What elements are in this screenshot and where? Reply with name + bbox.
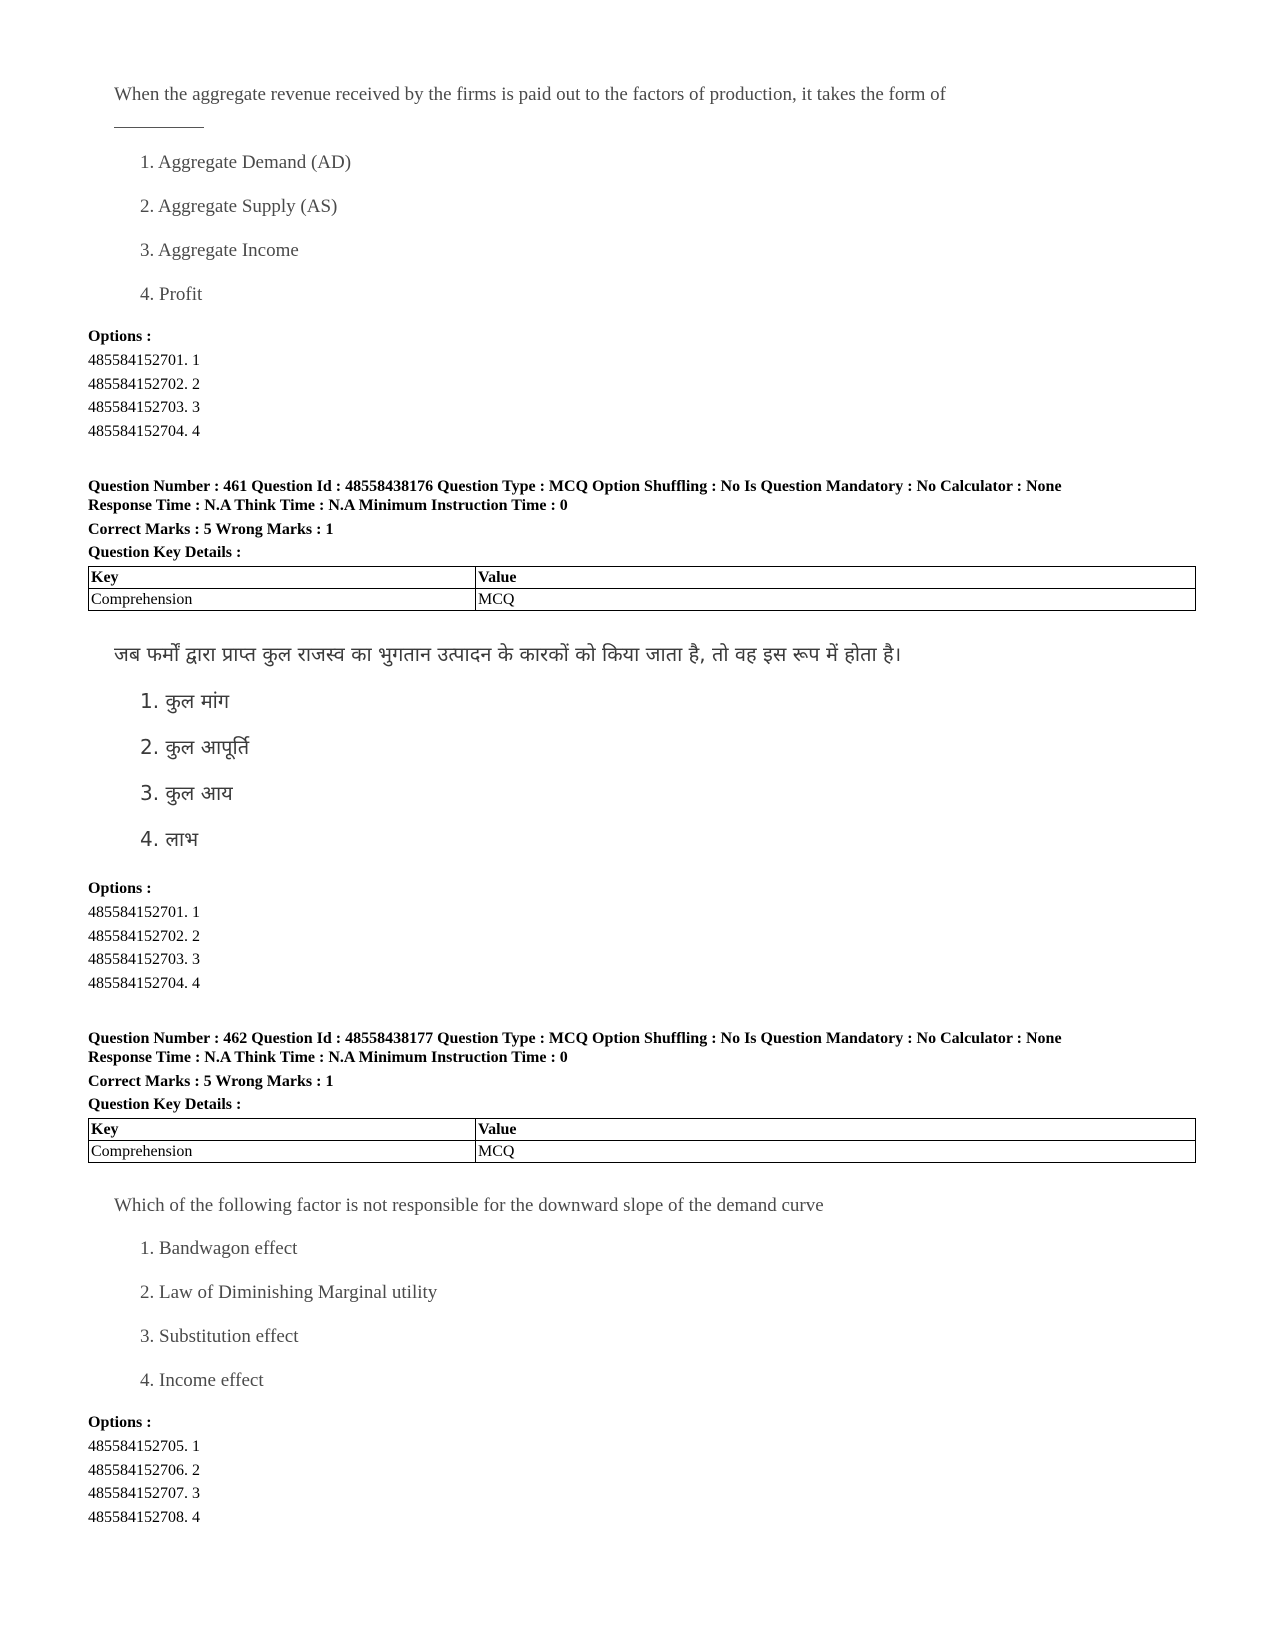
- choice-3: 3. Substitution effect: [140, 1326, 299, 1347]
- table-row: [89, 1141, 1196, 1163]
- options-label: Options :: [88, 1414, 152, 1431]
- marks-line: Correct Marks : 5 Wrong Marks : 1: [88, 521, 334, 538]
- option-row: 485584152708. 4: [88, 1509, 200, 1526]
- option-row: 485584152701. 1: [88, 352, 200, 369]
- value-header: Value: [476, 567, 1196, 589]
- choice-4: 4. Income effect: [140, 1370, 264, 1391]
- question-text: When the aggregate revenue received by the firms is paid out to the factors of production, it takes the form of: [114, 84, 947, 105]
- choice-2: 2. Law of Diminishing Marginal utility: [140, 1282, 438, 1303]
- table-header-row: [89, 1119, 1196, 1141]
- option-row: 485584152704. 4: [88, 423, 200, 440]
- key-cell: Comprehension: [89, 1141, 476, 1163]
- choice-3: 3. Aggregate Income: [140, 240, 299, 261]
- question-meta-line-2: Response Time : N.A Think Time : N.A Minimum Instruction Time : 0: [88, 1049, 568, 1066]
- option-row: 485584152701. 1: [88, 904, 200, 921]
- choice-1: 1. कुल मांग: [140, 689, 230, 713]
- question-meta-line-1: Question Number : 461 Question Id : 48558438176 Question Type : MCQ Option Shuffling : No Is Question Mandatory : No Calculator : None: [88, 478, 1062, 495]
- value-cell: MCQ: [476, 589, 1196, 611]
- option-row: 485584152707. 3: [88, 1485, 200, 1502]
- key-details-table: [88, 1118, 1196, 1163]
- options-label: Options :: [88, 328, 152, 345]
- question-meta-line-2: Response Time : N.A Think Time : N.A Minimum Instruction Time : 0: [88, 497, 568, 514]
- option-row: 485584152702. 2: [88, 928, 200, 945]
- key-details-label: Question Key Details :: [88, 1096, 242, 1113]
- key-details-label: Question Key Details :: [88, 544, 242, 561]
- choice-3: 3. कुल आय: [140, 781, 233, 805]
- key-header: Key: [89, 567, 476, 589]
- key-cell: Comprehension: [89, 589, 476, 611]
- table-header-row: [89, 567, 1196, 589]
- choice-2: 2. Aggregate Supply (AS): [140, 196, 338, 217]
- choice-2: 2. कुल आपूर्ति: [140, 735, 250, 759]
- choice-4: 4. Profit: [140, 284, 203, 305]
- option-row: 485584152704. 4: [88, 975, 200, 992]
- choice-4: 4. लाभ: [140, 827, 199, 851]
- option-row: 485584152702. 2: [88, 376, 200, 393]
- value-cell: MCQ: [476, 1141, 1196, 1163]
- question-meta-line-1: Question Number : 462 Question Id : 48558438177 Question Type : MCQ Option Shuffling : No Is Question Mandatory : No Calculator : None: [88, 1030, 1062, 1047]
- option-row: 485584152703. 3: [88, 951, 200, 968]
- question-text: Which of the following factor is not responsible for the downward slope of the demand curve: [114, 1195, 824, 1216]
- option-row: 485584152706. 2: [88, 1462, 200, 1479]
- choice-1: 1. Aggregate Demand (AD): [140, 152, 352, 173]
- fill-in-blank-line: [114, 127, 204, 128]
- option-row: 485584152705. 1: [88, 1438, 200, 1455]
- choice-1: 1. Bandwagon effect: [140, 1238, 298, 1259]
- marks-line: Correct Marks : 5 Wrong Marks : 1: [88, 1073, 334, 1090]
- question-text: जब फर्मों द्वारा प्राप्त कुल राजस्व का भुगतान उत्पादन के कारकों को किया जाता है, तो वह इस रूप में होता है।: [114, 642, 902, 666]
- value-header: Value: [476, 1119, 1196, 1141]
- key-details-table: [88, 566, 1196, 611]
- options-label: Options :: [88, 880, 152, 897]
- option-row: 485584152703. 3: [88, 399, 200, 416]
- key-header: Key: [89, 1119, 476, 1141]
- table-row: [89, 589, 1196, 611]
